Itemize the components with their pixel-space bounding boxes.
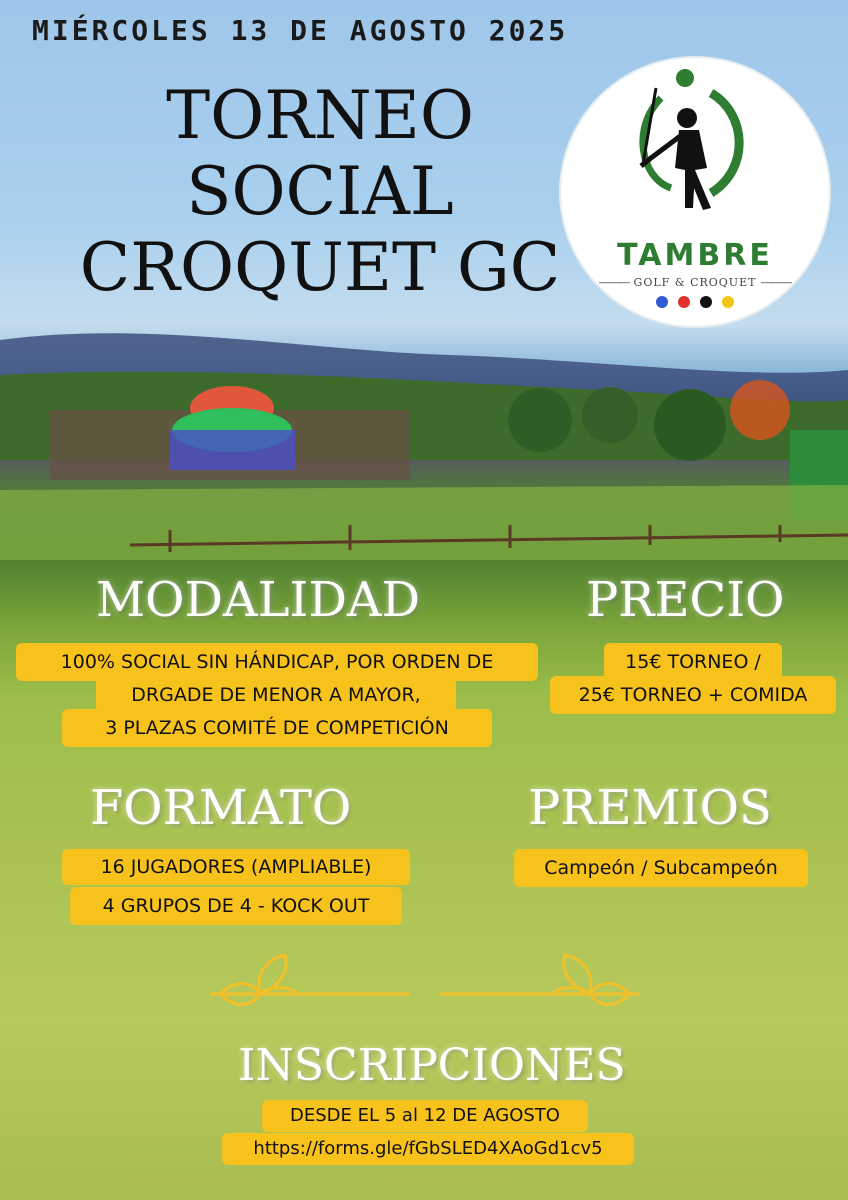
formato-heading: FORMATO xyxy=(90,780,352,836)
title-line-3: CROQUET GC xyxy=(79,229,561,306)
precio-line-1: 15€ TORNEO / xyxy=(604,643,782,681)
page-title xyxy=(60,78,580,306)
modalidad-heading: MODALIDAD xyxy=(96,572,421,628)
logo-name: TAMBRE xyxy=(617,238,773,273)
logo-subtitle: ――― GOLF & CROQUET ――― xyxy=(599,276,791,289)
title-line-2: SOCIAL xyxy=(186,153,454,230)
precio-line-2: 25€ TORNEO + COMIDA xyxy=(550,676,836,714)
premios-line-1: Campeón / Subcampeón xyxy=(514,849,808,887)
formato-line-2: 4 GRUPOS DE 4 - KOCK OUT xyxy=(70,887,402,925)
leaf-ornament-icon xyxy=(200,950,650,1030)
landscape-scenery xyxy=(0,320,848,560)
logo-subtitle-text: GOLF & CROQUET xyxy=(633,276,757,289)
croquet-balls-icon xyxy=(655,295,735,309)
inscripciones-dates: DESDE EL 5 al 12 DE AGOSTO xyxy=(262,1100,588,1132)
inscripciones-heading: INSCRIPCIONES xyxy=(238,1040,626,1091)
modalidad-line-2: DRGADE DE MENOR A MAYOR, xyxy=(96,676,456,714)
event-date: MIÉRCOLES 13 DE AGOSTO 2025 xyxy=(32,14,569,47)
registration-link[interactable]: https://forms.gle/fGbSLED4XAoGd1cv5 xyxy=(222,1133,634,1165)
premios-heading: PREMIOS xyxy=(528,780,772,836)
modalidad-line-3: 3 PLAZAS COMITÉ DE COMPETICIÓN xyxy=(62,709,492,747)
club-logo xyxy=(559,56,831,328)
formato-line-1: 16 JUGADORES (AMPLIABLE) xyxy=(62,849,410,885)
precio-heading: PRECIO xyxy=(586,572,785,628)
modalidad-line-1: 100% SOCIAL SIN HÁNDICAP, POR ORDEN DE xyxy=(16,643,538,681)
title-line-1: TORNEO xyxy=(166,77,474,154)
golfer-icon xyxy=(561,58,829,238)
